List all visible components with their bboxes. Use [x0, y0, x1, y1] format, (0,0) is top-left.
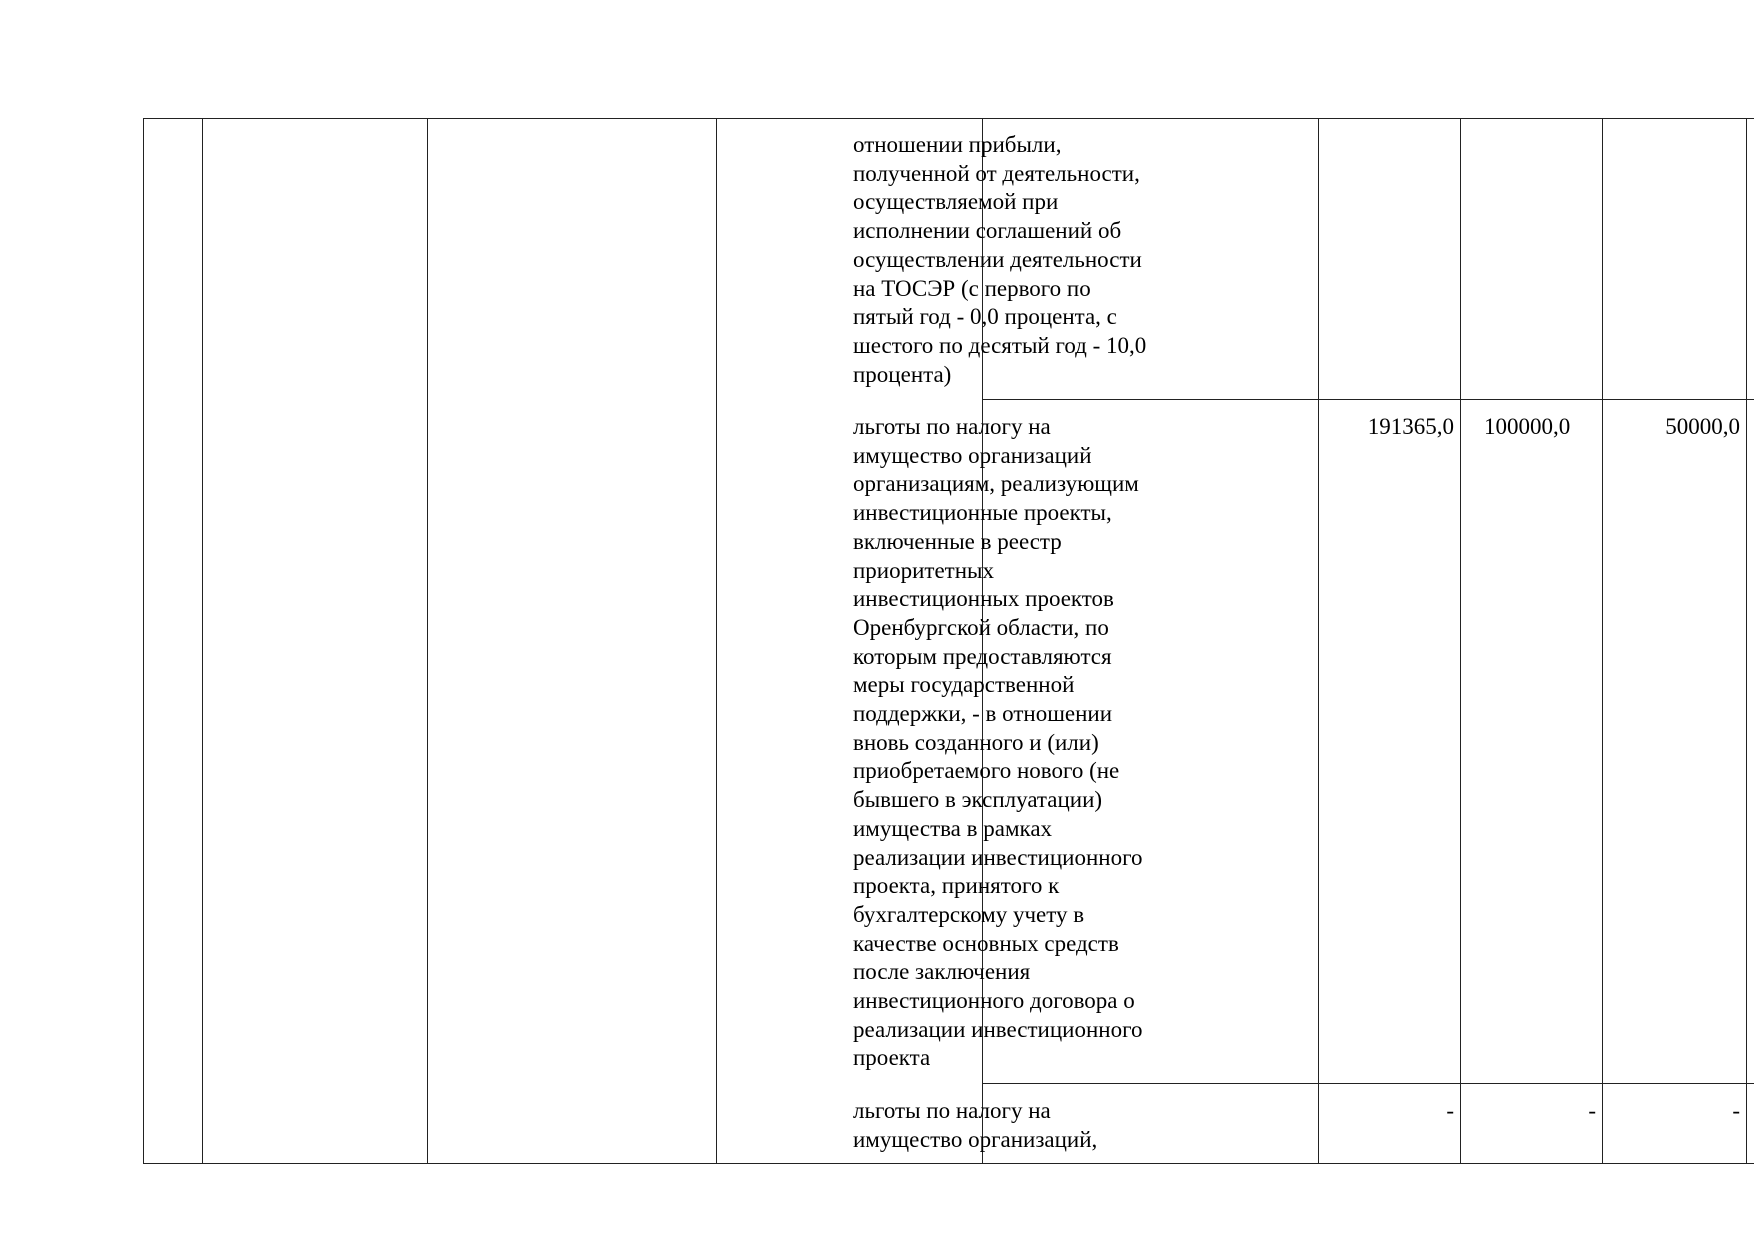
table-row-3-value-3: - — [1732, 1098, 1740, 1123]
table-row-2-value-1: 191365,0 — [1367, 414, 1454, 439]
table-top-border — [143, 118, 1754, 119]
column-border — [1318, 118, 1319, 1164]
table-bottom-border — [143, 1163, 1754, 1164]
table-row-2-value-2: 100000,0 — [1484, 414, 1571, 439]
table-row-2-description: льготы по налогу на имущество организаций организациям, реализующим инвестиционные проекты, включенные в реестр приоритетных инвестиционных проектов Оренбургской области, по которым предоставляются меры государственной поддержки, - в отношении вновь созданного и (или) приобретаемого нового (не бывшего в эксплуатации) имущества в рамках реализации инвестиционного проекта, принятого к бухгалтерскому учету в качестве основных средств после заключения инвестиционного договора о реализации инвестиционного проекта — [853, 414, 1143, 1071]
table-row-1-description: отношении прибыли, полученной от деятельности, осуществляемой при исполнении соглашений об осуществлении деятельности на ТОСЭР (с первого по пятый год - 0,0 процента, с шестого по десятый год - 10,0 процента) — [853, 132, 1147, 387]
column-border — [202, 118, 203, 1164]
row-border — [982, 1083, 1754, 1084]
table-row-3-value-1: - — [1446, 1098, 1454, 1123]
column-border — [716, 118, 717, 1164]
column-border — [143, 118, 144, 1164]
column-border — [1746, 118, 1747, 1164]
column-border — [1460, 118, 1461, 1164]
row-border — [982, 399, 1754, 400]
column-border — [427, 118, 428, 1164]
table-row-3-value-2: - — [1588, 1098, 1596, 1123]
table-row-2-value-3: 50000,0 — [1665, 414, 1740, 439]
column-border — [1602, 118, 1603, 1164]
table-row-3-description: льготы по налогу на имущество организаций, — [853, 1098, 1098, 1152]
